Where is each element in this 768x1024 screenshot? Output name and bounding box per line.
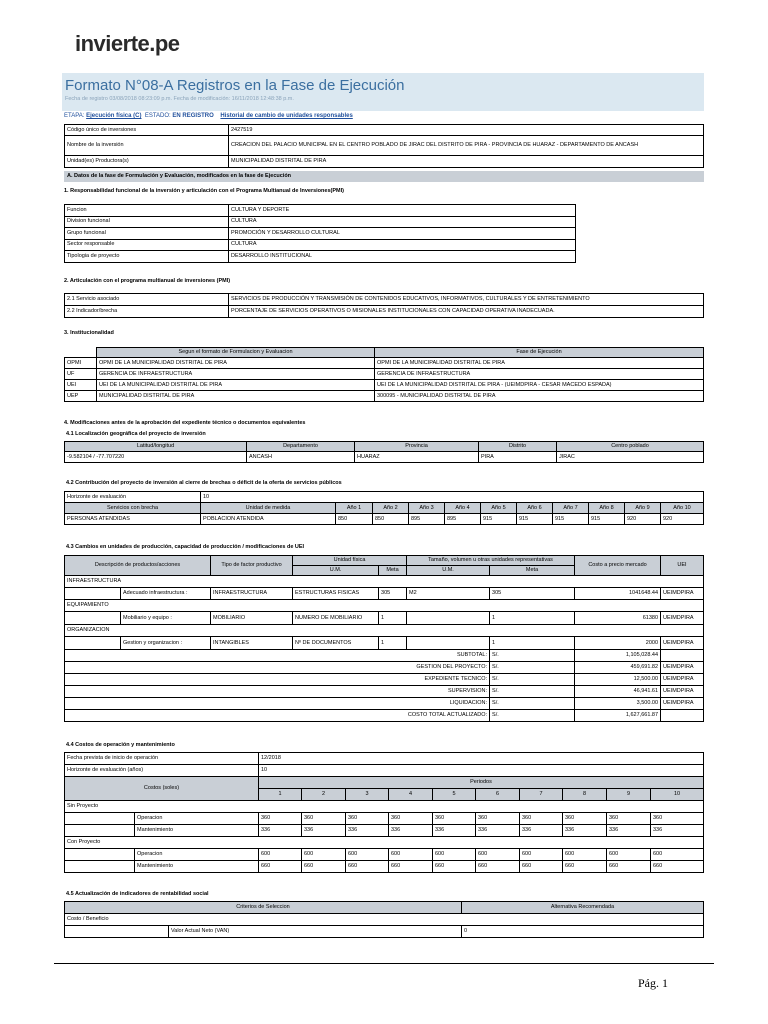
- table-cell: LIQUIDACION:: [65, 698, 490, 710]
- table-cell: [65, 612, 121, 625]
- table-cell: 360: [302, 813, 346, 825]
- table-cell: Costo / Beneficio: [65, 914, 704, 926]
- table-cell: OPMI DE LA MUNICIPALIDAD DISTRITAL DE PIRA: [375, 358, 704, 369]
- estado-value: EN REGISTRO: [172, 113, 214, 119]
- table-cell: 7: [520, 789, 563, 801]
- table-cell: Alternativa Recomendada: [462, 902, 704, 914]
- table-cell: 1,105,028.44: [575, 650, 661, 662]
- page-title: Formato N°08-A Registros en la Fase de Ejecución: [65, 77, 405, 94]
- table-cell: Adecuado infraestructura :: [121, 588, 211, 600]
- etapa-line: ETAPA: Ejecución física (C) ESTADO: EN REGISTRO Historial de cambio de unidades responsables: [64, 113, 353, 119]
- table-row: [65, 228, 576, 240]
- table-row: [65, 674, 704, 686]
- table-cell: Segun el formato de Formulacion y Evaluacion: [97, 348, 375, 358]
- s43-title: 4.3 Cambios en unidades de producción, capacidad de producción / modificaciones de UEI: [66, 544, 305, 550]
- table-cell: 360: [476, 813, 520, 825]
- table-cell: Costos (soles): [65, 777, 259, 801]
- table-cell: MUNICIPALIDAD DISTRITAL DE PIRA: [229, 156, 704, 168]
- form-header: [62, 73, 704, 111]
- table-cell: 660: [563, 861, 607, 873]
- table-cell: Mantenimiento: [135, 861, 259, 873]
- brecha-table: [64, 491, 704, 525]
- table-cell: Unidad física: [293, 556, 407, 566]
- s3-table: [64, 347, 704, 402]
- table-row: [65, 625, 704, 637]
- table-cell: Servicios con brecha: [65, 503, 201, 514]
- table-row: [65, 156, 704, 168]
- table-cell: Costo a precio mercado: [575, 556, 661, 576]
- rentabilidad-table: [64, 901, 704, 938]
- table-cell: 895: [445, 514, 481, 525]
- table-cell: 336: [651, 825, 704, 837]
- table-cell: Año 8: [589, 503, 625, 514]
- table-cell: 336: [520, 825, 563, 837]
- table-cell: UEIMDPIRA: [661, 612, 704, 625]
- table-row: [65, 216, 576, 228]
- table-cell: 336: [259, 825, 302, 837]
- s44-title: 4.4 Costos de operación y mantenimiento: [66, 742, 175, 748]
- table-cell: 360: [563, 813, 607, 825]
- table-cell: 12/2018: [259, 753, 704, 765]
- table-cell: PROMOCIÓN Y DESARROLLO CULTURAL: [229, 228, 576, 240]
- table-cell: 600: [259, 849, 302, 861]
- table-row: [65, 391, 704, 402]
- table-cell: UEIMDPIRA: [661, 637, 704, 650]
- table-cell: S/.: [490, 686, 575, 698]
- table-cell: 3: [346, 789, 389, 801]
- table-cell: UEIMDPIRA: [661, 686, 704, 698]
- table-cell: 600: [476, 849, 520, 861]
- s45-title: 4.5 Actualización de indicadores de rentabilidad social: [66, 891, 209, 897]
- table-cell: CREACION DEL PALACIO MUNICIPAL EN EL CENTRO POBLADO DE JIRAC DEL DISTRITO DE PIRA - PROVINCIA DE HUARAZ - DEPARTAMENTO DE ANCASH: [229, 136, 704, 156]
- table-cell: U.M.: [407, 566, 490, 576]
- table-cell: S/.: [490, 698, 575, 710]
- table-cell: 2.1 Servicio asociado: [65, 294, 229, 306]
- table-cell: Nº DE DOCUMENTOS: [293, 637, 379, 650]
- table-row: [65, 600, 704, 612]
- table-cell: JIRAC: [557, 452, 704, 463]
- table-cell: [65, 849, 135, 861]
- table-row: [65, 650, 704, 662]
- table-cell: CULTURA: [229, 239, 576, 251]
- table-row: [65, 205, 576, 217]
- table-cell: 2.2 Indicador/brecha: [65, 306, 229, 318]
- table-cell: Division funcional: [65, 216, 229, 228]
- table-row: [65, 348, 704, 358]
- table-cell: Descripción de productos/acciones: [65, 556, 211, 576]
- table-row: [65, 294, 704, 306]
- table-cell: Funcion: [65, 205, 229, 217]
- historial-link[interactable]: Historial de cambio de unidades responsables: [220, 113, 353, 119]
- table-row: [65, 306, 704, 318]
- table-cell: 6: [476, 789, 520, 801]
- table-cell: Operacion: [135, 813, 259, 825]
- table-cell: Mobiliario y equipo :: [121, 612, 211, 625]
- table-cell: GERENCIA DE INFRAESTRUCTURA: [97, 369, 375, 380]
- table-cell: Fase de Ejecución: [375, 348, 704, 358]
- table-cell: 61380: [575, 612, 661, 625]
- table-cell: PIRA: [479, 452, 557, 463]
- s1-title: 1. Responsabilidad funcional de la inversión y articulación con el Programa Multianual de Inversiones(PMI): [64, 188, 344, 194]
- table-cell: 336: [607, 825, 651, 837]
- om-costs-table: [64, 752, 704, 873]
- table-cell: 360: [607, 813, 651, 825]
- table-cell: UEI DE LA MUNICIPALIDAD DISTRITAL DE PIRA: [97, 380, 375, 391]
- table-cell: S/.: [490, 674, 575, 686]
- table-cell: 660: [389, 861, 433, 873]
- table-cell: 920: [661, 514, 704, 525]
- page-number: Pág. 1: [638, 976, 668, 990]
- table-row: [65, 452, 704, 463]
- table-cell: [65, 348, 97, 358]
- table-cell: 1041648.44: [575, 588, 661, 600]
- table-cell: Unidad de medida: [201, 503, 336, 514]
- table-cell: Sector responsable: [65, 239, 229, 251]
- table-cell: 3,500.00: [575, 698, 661, 710]
- table-cell: Año 7: [553, 503, 589, 514]
- table-cell: Año 10: [661, 503, 704, 514]
- table-row: [65, 369, 704, 380]
- table-cell: Año 3: [409, 503, 445, 514]
- table-cell: 46,941.61: [575, 686, 661, 698]
- table-cell: 600: [302, 849, 346, 861]
- table-row: [65, 777, 704, 789]
- table-cell: Departamento: [247, 442, 355, 452]
- table-cell: [65, 861, 135, 873]
- table-cell: 1: [490, 612, 575, 625]
- table-cell: POBLACION ATENDIDA: [201, 514, 336, 525]
- s41-title: 4.1 Localización geográfica del proyecto de inversión: [66, 431, 206, 437]
- table-cell: Valor Actual Neto (VAN): [169, 926, 462, 938]
- table-cell: 305: [379, 588, 407, 600]
- table-cell: NUMERO DE MOBILIARIO: [293, 612, 379, 625]
- table-cell: Meta: [379, 566, 407, 576]
- table-cell: EXPEDIENTE TECNICO:: [65, 674, 490, 686]
- table-cell: Nombre de la inversión: [65, 136, 229, 156]
- table-cell: 600: [433, 849, 476, 861]
- table-cell: -9.582104 / -77.707220: [65, 452, 247, 463]
- table-cell: 459,691.82: [575, 662, 661, 674]
- table-cell: 2000: [575, 637, 661, 650]
- table-cell: INTANGIBLES: [211, 637, 293, 650]
- table-row: [65, 492, 704, 503]
- table-row: [65, 813, 704, 825]
- table-cell: 915: [589, 514, 625, 525]
- table-row: [65, 861, 704, 873]
- table-row: [65, 710, 704, 722]
- table-row: [65, 765, 704, 777]
- table-cell: Año 9: [625, 503, 661, 514]
- table-cell: 600: [651, 849, 704, 861]
- table-row: [65, 136, 704, 156]
- table-cell: 9: [607, 789, 651, 801]
- table-cell: 5: [433, 789, 476, 801]
- table-row: [65, 576, 704, 588]
- s4-title: 4. Modificaciones antes de la aprobación del expediente técnico o documentos equivalentes: [64, 420, 306, 426]
- table-cell: 660: [520, 861, 563, 873]
- table-row: [65, 125, 704, 136]
- table-cell: Sin Proyecto: [65, 801, 704, 813]
- table-row: [65, 588, 704, 600]
- table-cell: 915: [517, 514, 553, 525]
- table-cell: 915: [553, 514, 589, 525]
- table-cell: [407, 612, 490, 625]
- table-row: [65, 637, 704, 650]
- table-cell: 660: [607, 861, 651, 873]
- table-cell: GERENCIA DE INFRAESTRUCTURA: [375, 369, 704, 380]
- table-cell: Año 5: [481, 503, 517, 514]
- table-cell: 600: [389, 849, 433, 861]
- table-cell: OPMI: [65, 358, 97, 369]
- table-row: [65, 612, 704, 625]
- table-row: [65, 556, 704, 566]
- table-cell: CULTURA: [229, 216, 576, 228]
- table-cell: UEP: [65, 391, 97, 402]
- s2-table: [64, 293, 704, 318]
- table-cell: Con Proyecto: [65, 837, 704, 849]
- table-cell: [65, 825, 135, 837]
- table-cell: Distrito: [479, 442, 557, 452]
- table-row: [65, 753, 704, 765]
- table-cell: Tamaño, volumen u otras unidades representativas: [407, 556, 575, 566]
- table-cell: Año 6: [517, 503, 553, 514]
- table-cell: Unidad(es) Productora(s): [65, 156, 229, 168]
- table-cell: 336: [476, 825, 520, 837]
- table-cell: 300095 - MUNICIPALIDAD DISTRITAL DE PIRA: [375, 391, 704, 402]
- table-cell: S/.: [490, 710, 575, 722]
- table-cell: Horizonte de evaluación (años): [65, 765, 259, 777]
- footer-rule: [54, 963, 714, 964]
- table-cell: UEIMDPIRA: [661, 698, 704, 710]
- table-cell: 336: [433, 825, 476, 837]
- table-cell: [661, 650, 704, 662]
- table-cell: INFRAESTRUCTURA: [65, 576, 704, 588]
- table-row: [65, 825, 704, 837]
- table-row: [65, 239, 576, 251]
- table-cell: 915: [481, 514, 517, 525]
- table-cell: 660: [476, 861, 520, 873]
- table-cell: 360: [651, 813, 704, 825]
- table-cell: 360: [259, 813, 302, 825]
- table-cell: 1: [259, 789, 302, 801]
- section-a-bar: A. Datos de la fase de Formulación y Evaluación, modificados en la fase de Ejecución: [64, 171, 704, 182]
- table-cell: 850: [336, 514, 373, 525]
- table-cell: Tipologia de proyecto: [65, 251, 229, 263]
- table-cell: ANCASH: [247, 452, 355, 463]
- table-row: [65, 849, 704, 861]
- table-cell: 600: [520, 849, 563, 861]
- invierte-pe-logo: invierte.pe: [75, 31, 180, 56]
- production-units-table: [64, 555, 704, 722]
- table-cell: 336: [302, 825, 346, 837]
- table-cell: ESTRUCTURAS FISICAS: [293, 588, 379, 600]
- table-cell: 600: [607, 849, 651, 861]
- table-cell: UEIMDPIRA: [661, 674, 704, 686]
- table-row: [65, 801, 704, 813]
- table-cell: 1: [379, 612, 407, 625]
- table-cell: 600: [346, 849, 389, 861]
- table-cell: 920: [625, 514, 661, 525]
- table-cell: Horizonte de evaluación: [65, 492, 201, 503]
- table-cell: 360: [389, 813, 433, 825]
- table-cell: 336: [346, 825, 389, 837]
- table-cell: 1: [490, 637, 575, 650]
- table-cell: PERSONAS ATENDIDAS: [65, 514, 201, 525]
- table-cell: COSTO TOTAL ACTUALIZADO:: [65, 710, 490, 722]
- table-cell: 360: [520, 813, 563, 825]
- table-cell: 0: [462, 926, 704, 938]
- location-table: [64, 441, 704, 463]
- table-cell: Operacion: [135, 849, 259, 861]
- table-cell: MUNICIPALIDAD DISTRITAL DE PIRA: [97, 391, 375, 402]
- table-row: [65, 686, 704, 698]
- table-row: [65, 514, 704, 525]
- table-cell: SUBTOTAL:: [65, 650, 490, 662]
- table-cell: Año 1: [336, 503, 373, 514]
- table-cell: Latitud/longitud: [65, 442, 247, 452]
- table-cell: 660: [302, 861, 346, 873]
- s42-title: 4.2 Contribución del proyecto de inversión al cierre de brechas o déficit de la oferta de servicios públicos: [66, 480, 342, 486]
- table-cell: 660: [259, 861, 302, 873]
- table-cell: 4: [389, 789, 433, 801]
- table-cell: HUARAZ: [355, 452, 479, 463]
- table-cell: Grupo funcional: [65, 228, 229, 240]
- table-cell: UEIMDPIRA: [661, 588, 704, 600]
- table-cell: 2427519: [229, 125, 704, 136]
- table-cell: UEI DE LA MUNICIPALIDAD DISTRITAL DE PIRA - (UEIMDPIRA - CESAR MACEDO ESPADA): [375, 380, 704, 391]
- table-cell: 850: [373, 514, 409, 525]
- table-row: [65, 358, 704, 369]
- table-cell: 1: [379, 637, 407, 650]
- table-cell: [65, 813, 135, 825]
- table-cell: 360: [433, 813, 476, 825]
- table-cell: CULTURA Y DEPORTE: [229, 205, 576, 217]
- table-row: [65, 698, 704, 710]
- table-cell: 10: [201, 492, 704, 503]
- table-cell: [407, 637, 490, 650]
- table-cell: 660: [346, 861, 389, 873]
- table-cell: Año 2: [373, 503, 409, 514]
- table-cell: U.M.: [293, 566, 379, 576]
- table-cell: Mantenimiento: [135, 825, 259, 837]
- s3-title: 3. Institucionalidad: [64, 330, 114, 336]
- table-cell: PORCENTAJE DE SERVICIOS OPERATIVOS O MISIONALES INSTITUCIONALES CON CAPACIDAD OPERATIVA INADECUADA.: [229, 306, 704, 318]
- table-cell: 8: [563, 789, 607, 801]
- general-info-table: [64, 124, 704, 168]
- s2-title: 2. Articulación con el programa multianual de inversiones (PMI): [64, 278, 231, 284]
- table-cell: MOBILIARIO: [211, 612, 293, 625]
- table-cell: Gestion y organizacion :: [121, 637, 211, 650]
- table-row: [65, 662, 704, 674]
- table-cell: SUPERVISION:: [65, 686, 490, 698]
- table-cell: 12,500.00: [575, 674, 661, 686]
- table-cell: 600: [563, 849, 607, 861]
- table-cell: Centro poblado: [557, 442, 704, 452]
- table-row: [65, 251, 576, 263]
- table-row: [65, 503, 704, 514]
- table-cell: UEI: [661, 556, 704, 576]
- table-cell: M2: [407, 588, 490, 600]
- table-row: [65, 914, 704, 926]
- table-cell: Tipo de factor productivo: [211, 556, 293, 576]
- s1-table: [64, 204, 576, 263]
- table-cell: Meta: [490, 566, 575, 576]
- table-row: [65, 380, 704, 391]
- table-cell: 1,627,661.87: [575, 710, 661, 722]
- table-cell: OPMI DE LA MUNICIPALIDAD DISTRITAL DE PIRA: [97, 358, 375, 369]
- table-cell: Provincia: [355, 442, 479, 452]
- table-cell: 895: [409, 514, 445, 525]
- table-cell: Periodos: [259, 777, 704, 789]
- table-row: [65, 837, 704, 849]
- table-cell: 660: [651, 861, 704, 873]
- table-cell: [65, 637, 121, 650]
- etapa-value: Ejecución física (C): [86, 113, 142, 119]
- table-cell: S/.: [490, 650, 575, 662]
- table-cell: 2: [302, 789, 346, 801]
- table-cell: 10: [259, 765, 704, 777]
- table-cell: 336: [389, 825, 433, 837]
- table-cell: Criterios de Seleccion: [65, 902, 462, 914]
- table-cell: Año 4: [445, 503, 481, 514]
- table-cell: 336: [563, 825, 607, 837]
- table-row: [65, 442, 704, 452]
- table-cell: INFRAESTRUCTURA: [211, 588, 293, 600]
- table-cell: SERVICIOS DE PRODUCCIÓN Y TRANSMISIÓN DE CONTENIDOS EDUCATIVOS, INFORMATIVOS, CULTURALES Y DE ENTRETENIMIENTO: [229, 294, 704, 306]
- table-cell: GESTION DEL PROYECTO:: [65, 662, 490, 674]
- table-cell: EQUIPAMIENTO: [65, 600, 704, 612]
- table-cell: Código único de inversiones: [65, 125, 229, 136]
- record-dates: Fecha de registro 03/08/2018 08:23:09 p.m. Fecha de modificación: 16/11/2018 12:48:38 p.m.: [65, 96, 294, 102]
- table-cell: 305: [490, 588, 575, 600]
- table-cell: ORGANIZACION: [65, 625, 704, 637]
- table-row: [65, 926, 704, 938]
- table-cell: UEI: [65, 380, 97, 391]
- table-cell: S/.: [490, 662, 575, 674]
- table-cell: [65, 926, 169, 938]
- table-cell: [65, 588, 121, 600]
- table-row: [65, 902, 704, 914]
- table-cell: UF: [65, 369, 97, 380]
- table-cell: DESARROLLO INSTITUCIONAL: [229, 251, 576, 263]
- table-cell: UEIMDPIRA: [661, 662, 704, 674]
- table-cell: Fecha prevista de inicio de operación: [65, 753, 259, 765]
- table-cell: [661, 710, 704, 722]
- table-cell: 10: [651, 789, 704, 801]
- table-cell: 360: [346, 813, 389, 825]
- table-cell: 660: [433, 861, 476, 873]
